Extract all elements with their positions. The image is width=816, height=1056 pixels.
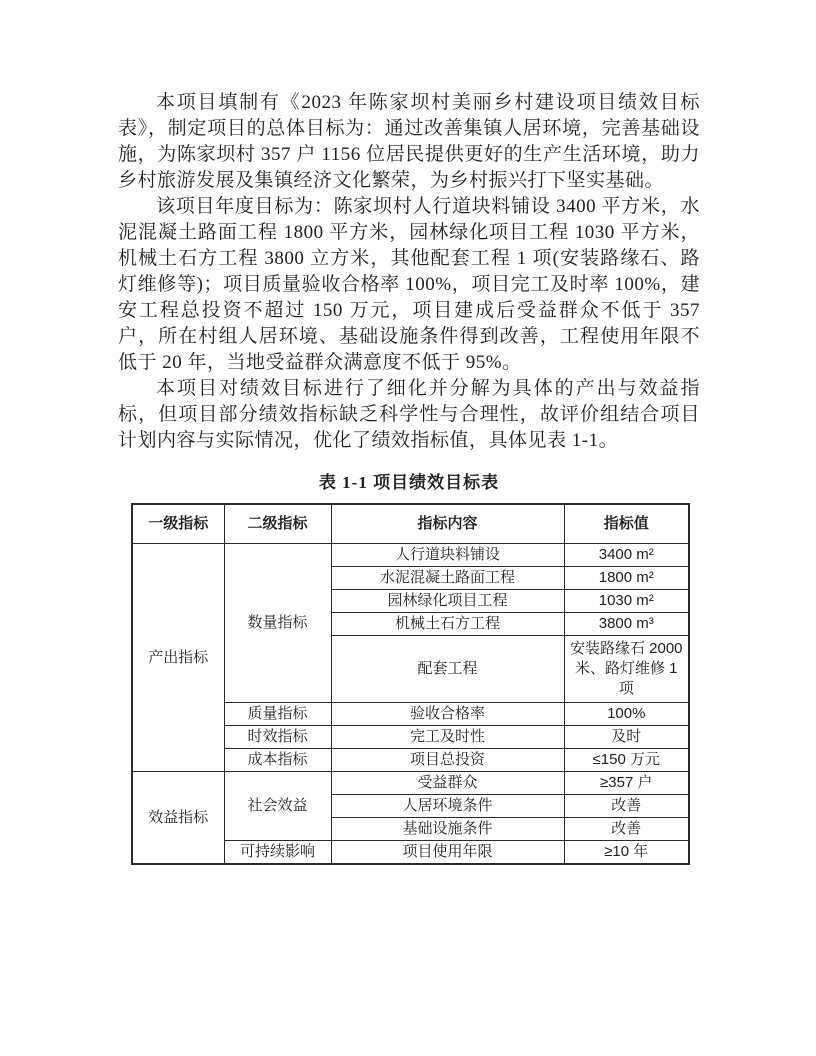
cell-content: 配套工程 [331, 636, 564, 703]
cell-value: ≥357 户 [564, 772, 689, 795]
cell-value: 100% [564, 703, 689, 726]
table-row [132, 544, 689, 567]
paragraph-indicator-refinement: 本项目对绩效目标进行了细化并分解为具体的产出与效益指标，但项目部分绩效指标缺乏科学性与合理性，故评价组结合项目计划内容与实际情况，优化了绩效指标值，具体见表 1-1。 [118, 378, 700, 451]
cell-level2-cost: 成本指标 [224, 749, 331, 772]
header-level2: 二级指标 [224, 504, 331, 544]
cell-content: 项目总投资 [331, 749, 564, 772]
cell-content: 水泥混凝土路面工程 [331, 567, 564, 590]
cell-level1-benefit: 效益指标 [132, 772, 224, 865]
cell-content: 园林绿化项目工程 [331, 590, 564, 613]
cell-value: 3400 m² [564, 544, 689, 567]
body-text [118, 90, 700, 865]
paragraph-annual-goal: 该项目年度目标为：陈家坝村人行道块料铺设 3400 平方米，水泥混凝土路面工程 1800 平方米，园林绿化项目工程 1030 平方米，机械土石方工程 3800 立方米，其他配套工程 1 项(安装路缘石、路灯维修等)；项目质量验收合格率 100%，项目完工及时率 100%，建安工程总投资不超过 150 万元，项目建成后受益群众不低于 357 户，所在村组人居环境、基础设施条件得到改善，工程使用年限不低于 20 年，当地受益群众满意度不低于 95%。 [118, 196, 700, 373]
cell-level1-output: 产出指标 [132, 544, 224, 772]
cell-value: 1800 m² [564, 567, 689, 590]
cell-value: 3800 m³ [564, 613, 689, 636]
cell-content: 人行道块料铺设 [331, 544, 564, 567]
header-content: 指标内容 [331, 504, 564, 544]
cell-level2-sustainability: 可持续影响 [224, 841, 331, 865]
cell-content: 项目使用年限 [331, 841, 564, 865]
cell-content: 完工及时性 [331, 726, 564, 749]
cell-content: 基础设施条件 [331, 818, 564, 841]
cell-level2-timeliness: 时效指标 [224, 726, 331, 749]
cell-value: 改善 [564, 795, 689, 818]
cell-content: 机械土石方工程 [331, 613, 564, 636]
header-level1: 一级指标 [132, 504, 224, 544]
cell-content: 人居环境条件 [331, 795, 564, 818]
cell-value: 改善 [564, 818, 689, 841]
cell-level2-social: 社会效益 [224, 772, 331, 841]
table-caption: 表 1-1 项目绩效目标表 [318, 473, 500, 492]
table-header-row [132, 504, 689, 544]
header-value: 指标值 [564, 504, 689, 544]
cell-value: 安装路缘石 2000 米、路灯维修 1 项 [564, 636, 689, 703]
cell-value: ≥10 年 [564, 841, 689, 865]
cell-content: 验收合格率 [331, 703, 564, 726]
cell-content: 受益群众 [331, 772, 564, 795]
cell-value: 及时 [564, 726, 689, 749]
cell-value: ≤150 万元 [564, 749, 689, 772]
cell-level2-quality: 质量指标 [224, 703, 331, 726]
cell-value: 1030 m² [564, 590, 689, 613]
performance-target-table [131, 503, 690, 865]
cell-level2-quantity: 数量指标 [224, 544, 331, 703]
table-row [132, 772, 689, 795]
paragraph-overall-goal: 本项目填制有《2023 年陈家坝村美丽乡村建设项目绩效目标表》，制定项目的总体目标为：通过改善集镇人居环境，完善基础设施，为陈家坝村 357 户 1156 位居民提供更好的生产生活环境，助力乡村旅游发展及集镇经济文化繁荣，为乡村振兴打下坚实基础。 [118, 92, 700, 191]
